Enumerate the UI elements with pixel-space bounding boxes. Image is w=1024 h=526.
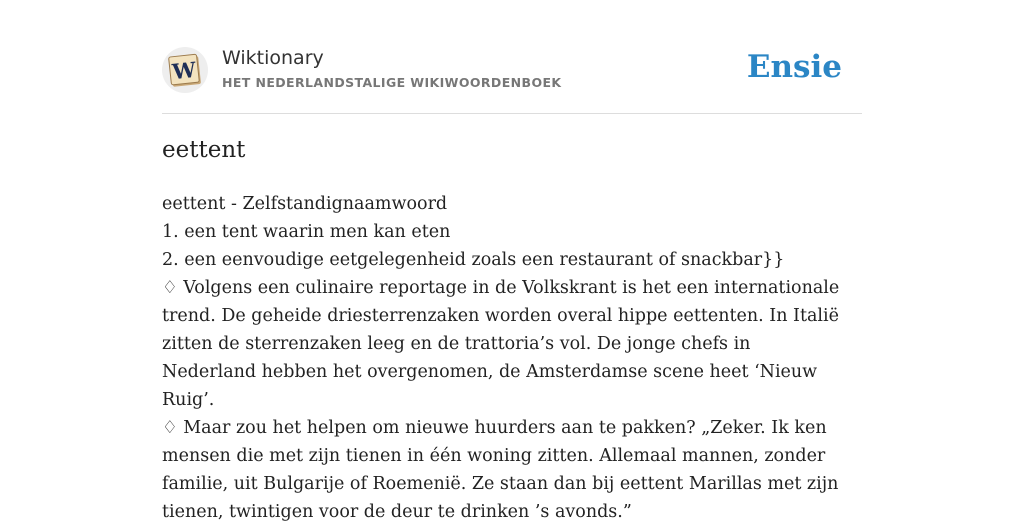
entry-definition bbox=[162, 190, 842, 526]
part-of-speech-line: eettent - Zelfstandignaamwoord bbox=[162, 194, 448, 214]
entry-title: eettent bbox=[162, 137, 246, 163]
wiktionary-tile-icon bbox=[162, 47, 208, 93]
sense-2: 2. een eenvoudige eetgelegenheid zoals een restaurant of snackbar}} bbox=[162, 250, 785, 270]
example-quote-2: ♢ Maar zou het helpen om nieuwe huurders aan te pakken? „Zeker. Ik ken mensen die met zijn tienen in één woning zitten. Allemaal mannen, zonder familie, uit Bulgarije of Roemenië. Ze staan dan bij eettent Marillas met zijn tienen, twintigen voor de deur te drinken ’s avonds.” bbox=[162, 418, 839, 522]
wiktionary-logo-icon[interactable] bbox=[162, 47, 208, 93]
example-quote-1: ♢ Volgens een culinaire reportage in de Volkskrant is het een internationale trend. De geheide driesterrenzaken worden overal hippe eettenten. In Italië zitten de sterrenzaken leeg en de trattoria’s vol. De jonge chefs in Nederland hebben het overgenomen, de Amsterdamse scene heet ‘Nieuw Ruig’. bbox=[162, 278, 840, 410]
ensie-logo-link[interactable]: Ensie bbox=[746, 49, 842, 85]
site-title[interactable]: Wiktionary bbox=[222, 47, 324, 69]
site-header bbox=[162, 44, 862, 96]
logo-letter: W bbox=[171, 56, 198, 85]
site-tagline: HET NEDERLANDSTALIGE WIKIWOORDENBOEK bbox=[222, 75, 562, 90]
sense-1: 1. een tent waarin men kan eten bbox=[162, 222, 451, 242]
header-divider bbox=[162, 113, 862, 114]
